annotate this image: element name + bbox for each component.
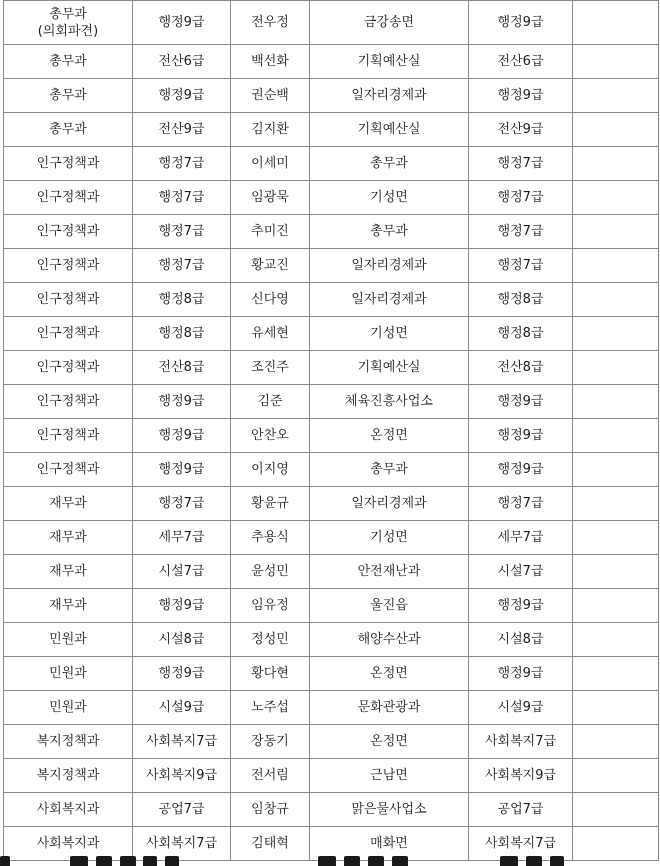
table-row [4,385,659,419]
origin-grade-cell: 행정9급 [133,79,231,113]
origin-grade-cell: 사회복지9급 [133,759,231,793]
table-row [4,657,659,691]
table-row [4,351,659,385]
origin-grade-cell: 공업7급 [133,793,231,827]
new-grade-cell: 공업7급 [469,793,573,827]
note-cell [573,759,659,793]
new-department-cell: 기획예산실 [310,113,469,147]
personnel-transfer-table [3,0,659,861]
new-grade-cell: 행정9급 [469,657,573,691]
note-cell [573,351,659,385]
new-department-cell: 총무과 [310,215,469,249]
new-department-cell: 온정면 [310,419,469,453]
new-grade-cell: 행정7급 [469,181,573,215]
table-row [4,181,659,215]
origin-department-cell: 총무과 [4,45,133,79]
origin-department-cell: 재무과 [4,521,133,555]
new-grade-cell: 행정9급 [469,79,573,113]
new-department-cell: 문화관광과 [310,691,469,725]
new-department-cell: 근남면 [310,759,469,793]
employee-name-cell: 황윤규 [231,487,310,521]
new-grade-cell: 행정8급 [469,317,573,351]
origin-department-cell: 인구정책과 [4,147,133,181]
new-grade-cell: 세무7급 [469,521,573,555]
new-department-cell: 온정면 [310,657,469,691]
origin-department-cell: 인구정책과 [4,317,133,351]
new-grade-cell: 전산8급 [469,351,573,385]
table-row [4,623,659,657]
origin-grade-cell: 행정9급 [133,385,231,419]
origin-department-cell: 인구정책과 [4,453,133,487]
new-grade-cell: 사회복지9급 [469,759,573,793]
new-grade-cell: 행정9급 [469,1,573,45]
origin-grade-cell: 세무7급 [133,521,231,555]
new-grade-cell: 행정7급 [469,147,573,181]
new-grade-cell: 시설7급 [469,555,573,589]
new-grade-cell: 전산9급 [469,113,573,147]
origin-grade-cell: 행정7급 [133,487,231,521]
employee-name-cell: 정성민 [231,623,310,657]
employee-name-cell: 권순백 [231,79,310,113]
table-row [4,453,659,487]
origin-grade-cell: 행정7급 [133,147,231,181]
new-department-cell: 울진읍 [310,589,469,623]
origin-department-cell: 인구정책과 [4,419,133,453]
new-grade-cell: 사회복지7급 [469,827,573,861]
new-department-cell: 총무과 [310,453,469,487]
note-cell [573,555,659,589]
note-cell [573,725,659,759]
new-department-cell: 총무과 [310,147,469,181]
employee-name-cell: 장동기 [231,725,310,759]
new-grade-cell: 행정9급 [469,385,573,419]
table-row [4,521,659,555]
note-cell [573,215,659,249]
new-grade-cell: 행정7급 [469,249,573,283]
employee-name-cell: 신다영 [231,283,310,317]
origin-department-cell: 총무과 [4,113,133,147]
note-cell [573,419,659,453]
origin-department-cell: 재무과 [4,589,133,623]
table-row [4,419,659,453]
origin-department-cell: 인구정책과 [4,351,133,385]
table-row [4,45,659,79]
table-row [4,249,659,283]
table-row [4,487,659,521]
origin-grade-cell: 사회복지7급 [133,725,231,759]
origin-department-cell: 사회복지과 [4,793,133,827]
employee-name-cell: 백선화 [231,45,310,79]
new-department-cell: 일자리경제과 [310,283,469,317]
employee-name-cell: 추미진 [231,215,310,249]
origin-department-cell: 복지정책과 [4,759,133,793]
employee-name-cell: 임유정 [231,589,310,623]
new-grade-cell: 행정7급 [469,215,573,249]
employee-name-cell: 임광묵 [231,181,310,215]
new-department-cell: 온정면 [310,725,469,759]
table-row [4,725,659,759]
note-cell [573,487,659,521]
new-department-cell: 해양수산과 [310,623,469,657]
new-department-cell: 기성면 [310,317,469,351]
origin-department-cell: 총무과 (의회파견) [4,1,133,45]
employee-name-cell: 안찬오 [231,419,310,453]
new-grade-cell: 사회복지7급 [469,725,573,759]
note-cell [573,793,659,827]
origin-grade-cell: 행정9급 [133,657,231,691]
new-grade-cell: 행정9급 [469,419,573,453]
employee-name-cell: 노주섭 [231,691,310,725]
origin-grade-cell: 행정9급 [133,1,231,45]
origin-grade-cell: 시설9급 [133,691,231,725]
origin-grade-cell: 행정9급 [133,419,231,453]
table-row [4,317,659,351]
table-row [4,283,659,317]
employee-name-cell: 김태혁 [231,827,310,861]
note-cell [573,45,659,79]
origin-department-cell: 인구정책과 [4,181,133,215]
origin-grade-cell: 행정7급 [133,249,231,283]
new-department-cell: 일자리경제과 [310,249,469,283]
employee-name-cell: 이지영 [231,453,310,487]
origin-department-cell: 인구정책과 [4,283,133,317]
origin-grade-cell: 전산6급 [133,45,231,79]
table-row [4,113,659,147]
table-row [4,555,659,589]
note-cell [573,521,659,555]
note-cell [573,657,659,691]
table-row [4,79,659,113]
new-grade-cell: 행정7급 [469,487,573,521]
note-cell [573,1,659,45]
employee-name-cell: 조진주 [231,351,310,385]
note-cell [573,283,659,317]
new-grade-cell: 전산6급 [469,45,573,79]
new-grade-cell: 행정9급 [469,453,573,487]
table-row [4,589,659,623]
origin-department-cell: 인구정책과 [4,249,133,283]
note-cell [573,79,659,113]
table-row [4,1,659,45]
employee-name-cell: 전우정 [231,1,310,45]
origin-department-cell: 민원과 [4,623,133,657]
origin-grade-cell: 행정7급 [133,215,231,249]
new-department-cell: 기성면 [310,181,469,215]
origin-department-cell: 복지정책과 [4,725,133,759]
employee-name-cell: 김지환 [231,113,310,147]
origin-grade-cell: 행정9급 [133,589,231,623]
employee-name-cell: 황다현 [231,657,310,691]
employee-name-cell: 유세현 [231,317,310,351]
table-row [4,793,659,827]
origin-department-cell: 총무과 [4,79,133,113]
employee-name-cell: 황교진 [231,249,310,283]
new-department-cell: 일자리경제과 [310,487,469,521]
origin-department-cell: 재무과 [4,487,133,521]
new-department-cell: 안전재난과 [310,555,469,589]
table-row [4,147,659,181]
new-department-cell: 금강송면 [310,1,469,45]
note-cell [573,181,659,215]
new-department-cell: 기획예산실 [310,351,469,385]
note-cell [573,623,659,657]
new-department-cell: 체육진흥사업소 [310,385,469,419]
table-body [4,1,659,861]
note-cell [573,691,659,725]
origin-grade-cell: 시설8급 [133,623,231,657]
new-grade-cell: 행정9급 [469,589,573,623]
origin-department-cell: 사회복지과 [4,827,133,861]
note-cell [573,113,659,147]
origin-department-cell: 인구정책과 [4,215,133,249]
new-department-cell: 매화면 [310,827,469,861]
origin-grade-cell: 행정9급 [133,453,231,487]
note-cell [573,317,659,351]
note-cell [573,385,659,419]
cropped-text-fragment [0,852,660,866]
new-department-cell: 맑은물사업소 [310,793,469,827]
table-row [4,215,659,249]
employee-name-cell: 윤성민 [231,555,310,589]
origin-department-cell: 재무과 [4,555,133,589]
origin-department-cell: 민원과 [4,691,133,725]
origin-grade-cell: 전산9급 [133,113,231,147]
note-cell [573,453,659,487]
new-department-cell: 기성면 [310,521,469,555]
new-grade-cell: 시설8급 [469,623,573,657]
origin-grade-cell: 행정8급 [133,317,231,351]
origin-grade-cell: 시설7급 [133,555,231,589]
new-grade-cell: 시설9급 [469,691,573,725]
employee-name-cell: 이세미 [231,147,310,181]
employee-name-cell: 추용식 [231,521,310,555]
origin-grade-cell: 행정7급 [133,181,231,215]
note-cell [573,589,659,623]
note-cell [573,249,659,283]
table-row [4,759,659,793]
employee-name-cell: 김준 [231,385,310,419]
employee-name-cell: 전서림 [231,759,310,793]
table-row [4,691,659,725]
origin-department-cell: 인구정책과 [4,385,133,419]
note-cell [573,147,659,181]
new-department-cell: 일자리경제과 [310,79,469,113]
origin-grade-cell: 전산8급 [133,351,231,385]
new-department-cell: 기획예산실 [310,45,469,79]
employee-name-cell: 임창규 [231,793,310,827]
origin-department-cell: 민원과 [4,657,133,691]
origin-grade-cell: 행정8급 [133,283,231,317]
origin-grade-cell: 사회복지7급 [133,827,231,861]
new-grade-cell: 행정8급 [469,283,573,317]
